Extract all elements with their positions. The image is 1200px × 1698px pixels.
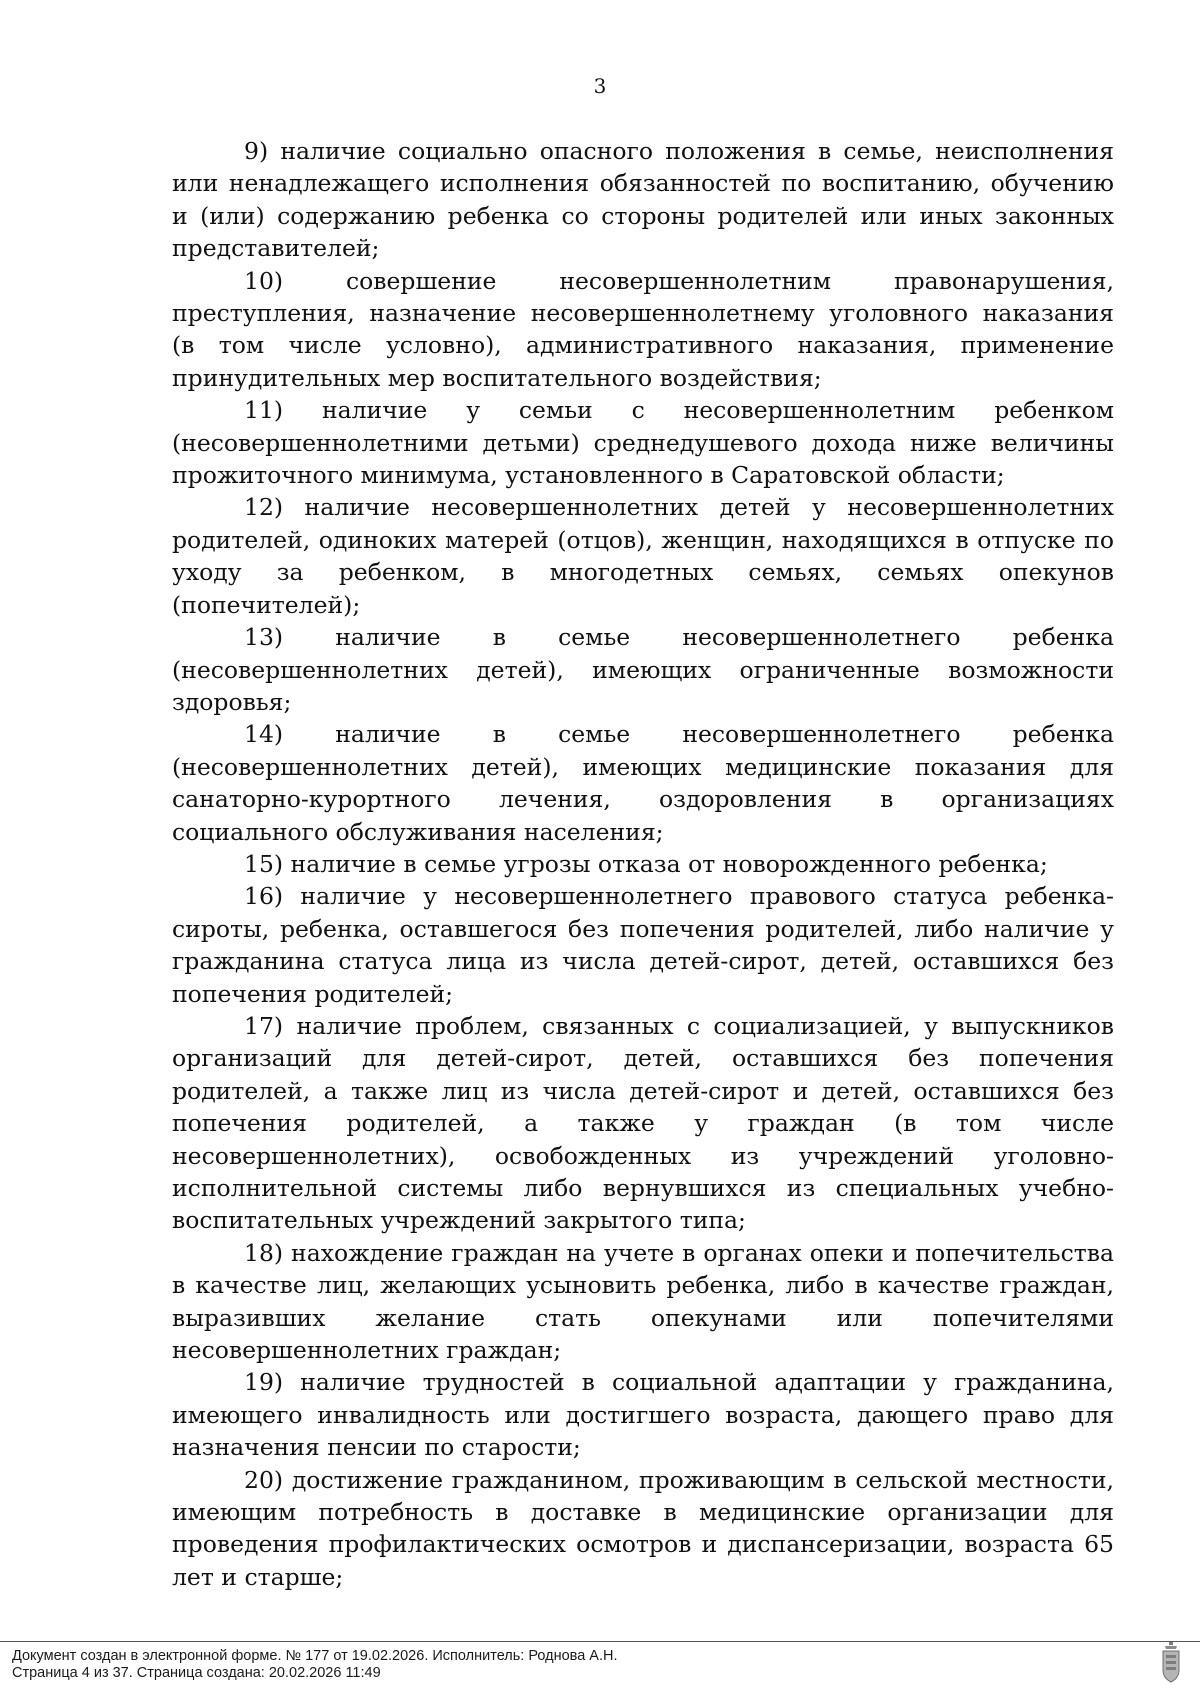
paragraph-item-14: 14) наличие в семье несовершеннолетнего ребенка (несовершеннолетних детей), имеющих медицинские показания для санаторно-курортного лечения, оздоровления в организациях социального обслуживания населения; (172, 720, 1114, 846)
document-footer (12, 1648, 618, 1682)
paragraph-item-10: 10) совершение несовершеннолетним правонарушения, преступления, назначение несовершеннолетнему уголовного наказания (в том числе условно), административного наказания, применение принудительных мер воспитательного воздействия; (172, 266, 1114, 392)
paragraph-item-17: 17) наличие проблем, связанных с социализацией, у выпускников организаций для детей-сирот, детей, оставшихся без попечения родителей, а также лиц из числа детей-сирот и детей, оставшихся без попечения родителей, а также у граждан (в том числе несовершеннолетних), освобожденных из учреждений уголовно-исполнительной системы либо вернувшихся из специальных учебно-воспитательных учреждений закрытого типа; (172, 1011, 1114, 1235)
paragraph-item-9: 9) наличие социально опасного положения в семье, неисполнения или ненадлежащего исполнения обязанностей по воспитанию, обучению и (или) содержанию ребенка со стороны родителей или иных законных представителей; (172, 137, 1114, 263)
document-body (172, 135, 1114, 1593)
paragraph-item-15: 15) наличие в семье угрозы отказа от новорожденного ребенка; (244, 849, 1048, 878)
footer-page-info: Страница 4 из 37. Страница создана: 20.02.2026 11:49 (12, 1665, 381, 1681)
paragraph-item-13: 13) наличие в семье несовершеннолетнего ребенка (несовершеннолетних детей), имеющих ограниченные возможности здоровья; (172, 623, 1114, 716)
paragraph-item-16: 16) наличие у несовершеннолетнего правового статуса ребенка-сироты, ребенка, оставшегося без попечения родителей, либо наличие у гражданина статуса лица из числа детей-сирот, детей, оставшихся без попечения родителей; (172, 882, 1114, 1008)
paragraph-item-18: 18) нахождение граждан на учете в органах опеки и попечительства в качестве лиц, желающих усыновить ребенка, либо в качестве граждан, выразивших желание стать опекунами или попечителями несовершеннолетних граждан; (172, 1238, 1114, 1365)
footer-divider (0, 1641, 1200, 1642)
coat-of-arms-icon (1160, 1640, 1182, 1684)
paragraph-item-20: 20) достижение гражданином, проживающим в сельской местности, имеющим потребность в доставке в медицинские организации для проведения профилактических осмотров и диспансеризации, возраста 65 лет и старше; (172, 1465, 1114, 1591)
paragraph-item-12: 12) наличие несовершеннолетних детей у несовершеннолетних родителей, одиноких матерей (отцов), женщин, находящихся в отпуске по уходу за ребенком, в многодетных семьях, семьях опекунов (попечителей); (172, 493, 1114, 619)
paragraph-item-19: 19) наличие трудностей в социальной адаптации у гражданина, имеющего инвалидность или достигшего возраста, дающего право для назначения пенсии по старости; (172, 1368, 1114, 1462)
footer-document-info: Документ создан в электронной форме. № 177 от 19.02.2026. Исполнитель: Роднова А.Н. (12, 1648, 618, 1664)
page-number: 3 (593, 74, 607, 98)
paragraph-item-11: 11) наличие у семьи с несовершеннолетним ребенком (несовершеннолетними детьми) среднедушевого дохода ниже величины прожиточного минимума, установленного в Саратовской области; (172, 396, 1114, 490)
